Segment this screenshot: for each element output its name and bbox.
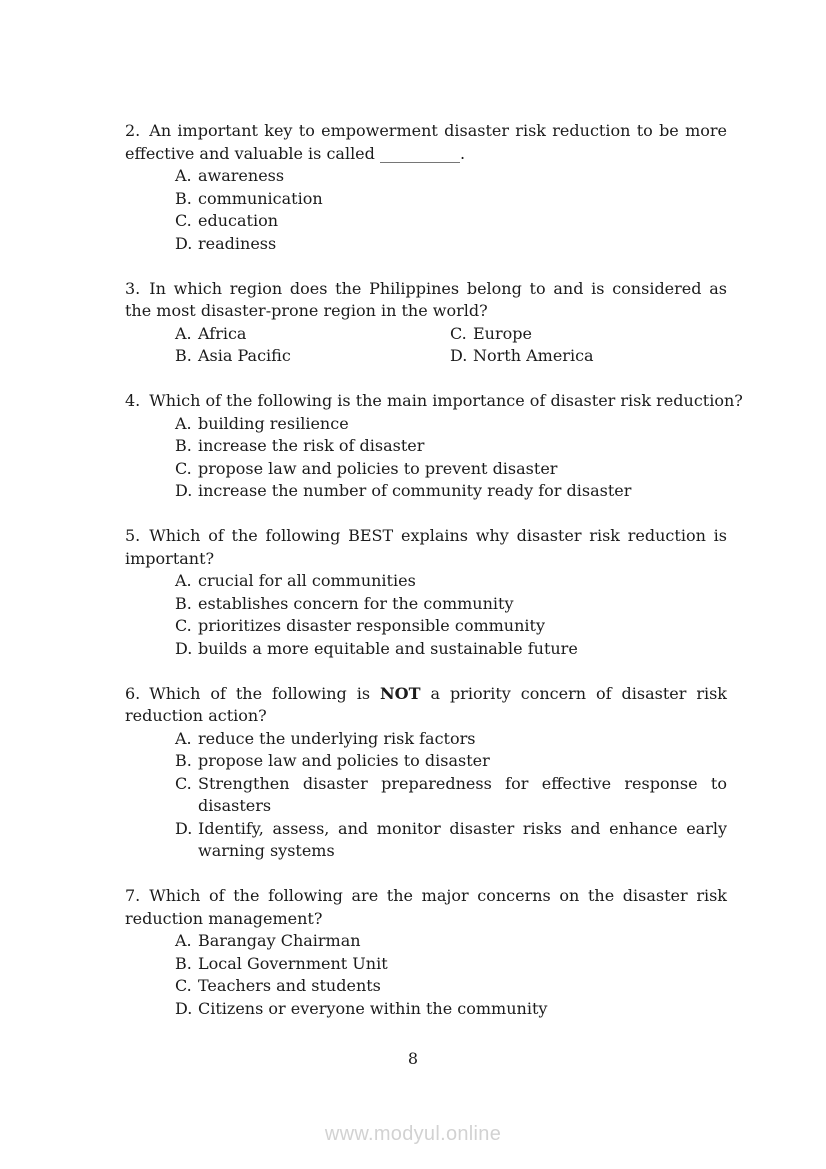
question-5-number: 5. [125,526,141,545]
option-text: builds a more equitable and sustainable future [198,638,578,658]
option-text: establishes concern for the community [198,593,514,613]
option-6a [175,728,727,751]
question-4 [125,390,743,503]
question-2-text [125,120,727,165]
option-4b [175,435,727,458]
option-6d [175,818,727,863]
question-6 [125,683,727,863]
question-3-stem: In which region does the Philippines belong to and is considered as the most disaster-prone region in the world? [125,278,727,320]
question-2 [125,120,727,255]
option-text: Local Government Unit [198,953,388,973]
document-content [125,120,743,1043]
option-7a [175,930,727,953]
question-6-stem-post: a priority concern of disaster risk reduction action? [125,683,727,725]
question-6-options [175,728,727,863]
question-7-number: 7. [125,886,141,905]
watermark-text: www.modyul.online [324,1123,502,1145]
question-5-options [175,570,727,660]
option-3d [450,345,727,368]
question-3-text [125,278,727,323]
option-letter: C. [450,323,467,343]
option-text: Africa [198,323,247,343]
option-text: propose law and policies to prevent disaster [198,458,558,478]
question-5-text [125,525,727,570]
option-text: reduce the underlying risk factors [198,728,476,748]
page-number: 8 [407,1049,419,1068]
option-letter: A. [175,728,192,748]
question-6-stem-pre: Which of the following is [149,683,381,703]
option-7d [175,998,727,1021]
option-letter: A. [175,413,192,433]
option-5d [175,638,727,661]
option-text: prioritizes disaster responsible community [198,616,545,635]
question-3-options [175,323,727,368]
option-4c [175,458,727,481]
option-letter: D. [175,233,193,253]
option-text: increase the risk of disaster [198,436,425,455]
option-text: Asia Pacific [198,346,291,365]
option-letter: C. [175,458,192,478]
option-letter: B. [175,593,192,613]
question-3 [125,278,727,368]
option-4a [175,413,727,436]
question-4-text [125,390,743,413]
option-7c [175,975,727,998]
option-3a [175,323,450,346]
option-letter: D. [175,481,193,500]
option-text: building resilience [198,413,349,433]
question-4-number: 4. [125,391,141,410]
option-letter: D. [450,346,468,365]
option-text: communication [198,188,323,208]
option-letter: A. [175,931,192,950]
question-5-stem: Which of the following BEST explains why disaster risk reduction is important? [125,526,727,568]
question-6-stem-bold: NOT [380,683,421,703]
option-letter: C. [175,773,192,793]
option-letter: B. [175,953,192,973]
option-letter: C. [175,616,192,635]
option-4d [175,480,727,503]
option-text: Barangay Chairman [198,931,361,950]
option-7b [175,953,727,976]
question-7-options [175,930,727,1020]
option-text: Citizens or everyone within the community [198,998,548,1018]
option-6b [175,750,727,773]
option-text: increase the number of community ready for disaster [198,481,632,500]
question-5 [125,525,727,660]
question-4-stem: Which of the following is the main importance of disaster risk reduction? [149,391,743,410]
option-letter: B. [175,346,192,365]
option-letter: A. [175,571,192,590]
question-3-number: 3. [125,278,141,298]
question-6-number: 6. [125,683,141,703]
option-text: readiness [198,233,277,253]
option-letter: D. [175,998,193,1018]
option-letter: C. [175,976,192,995]
option-text: education [198,211,278,230]
option-6c [175,773,727,818]
option-letter: C. [175,211,192,230]
option-5c [175,615,727,638]
option-2c [175,210,727,233]
option-letter: B. [175,436,192,455]
option-letter: B. [175,188,192,208]
option-text: crucial for all communities [198,571,416,590]
option-2b [175,188,727,211]
option-text: Teachers and students [198,976,381,995]
option-5a [175,570,727,593]
question-7-stem: Which of the following are the major concerns on the disaster risk reduction management? [125,886,727,928]
question-2-number: 2. [125,121,141,140]
option-5b [175,593,727,616]
option-text: awareness [198,166,285,185]
option-letter: B. [175,751,192,770]
option-text: Strengthen disaster preparedness for effective response to disasters [198,773,727,815]
question-7-text [125,885,727,930]
question-2-stem: An important key to empowerment disaster risk reduction to be more effective and valuable is called __________. [125,121,727,163]
question-6-text [125,683,727,728]
option-text: propose law and policies to disaster [198,751,490,770]
question-4-options [175,413,727,503]
option-text: Europe [473,323,532,343]
option-letter: D. [175,818,193,838]
option-letter: A. [175,166,192,185]
question-2-options [175,165,727,255]
question-7 [125,885,727,1020]
option-letter: A. [175,323,192,343]
option-text: North America [473,346,594,365]
option-3b [175,345,450,368]
option-text: Identify, assess, and monitor disaster risks and enhance early warning systems [198,818,727,860]
option-3c [450,323,727,346]
option-2d [175,233,727,256]
option-2a [175,165,727,188]
option-letter: D. [175,638,193,658]
